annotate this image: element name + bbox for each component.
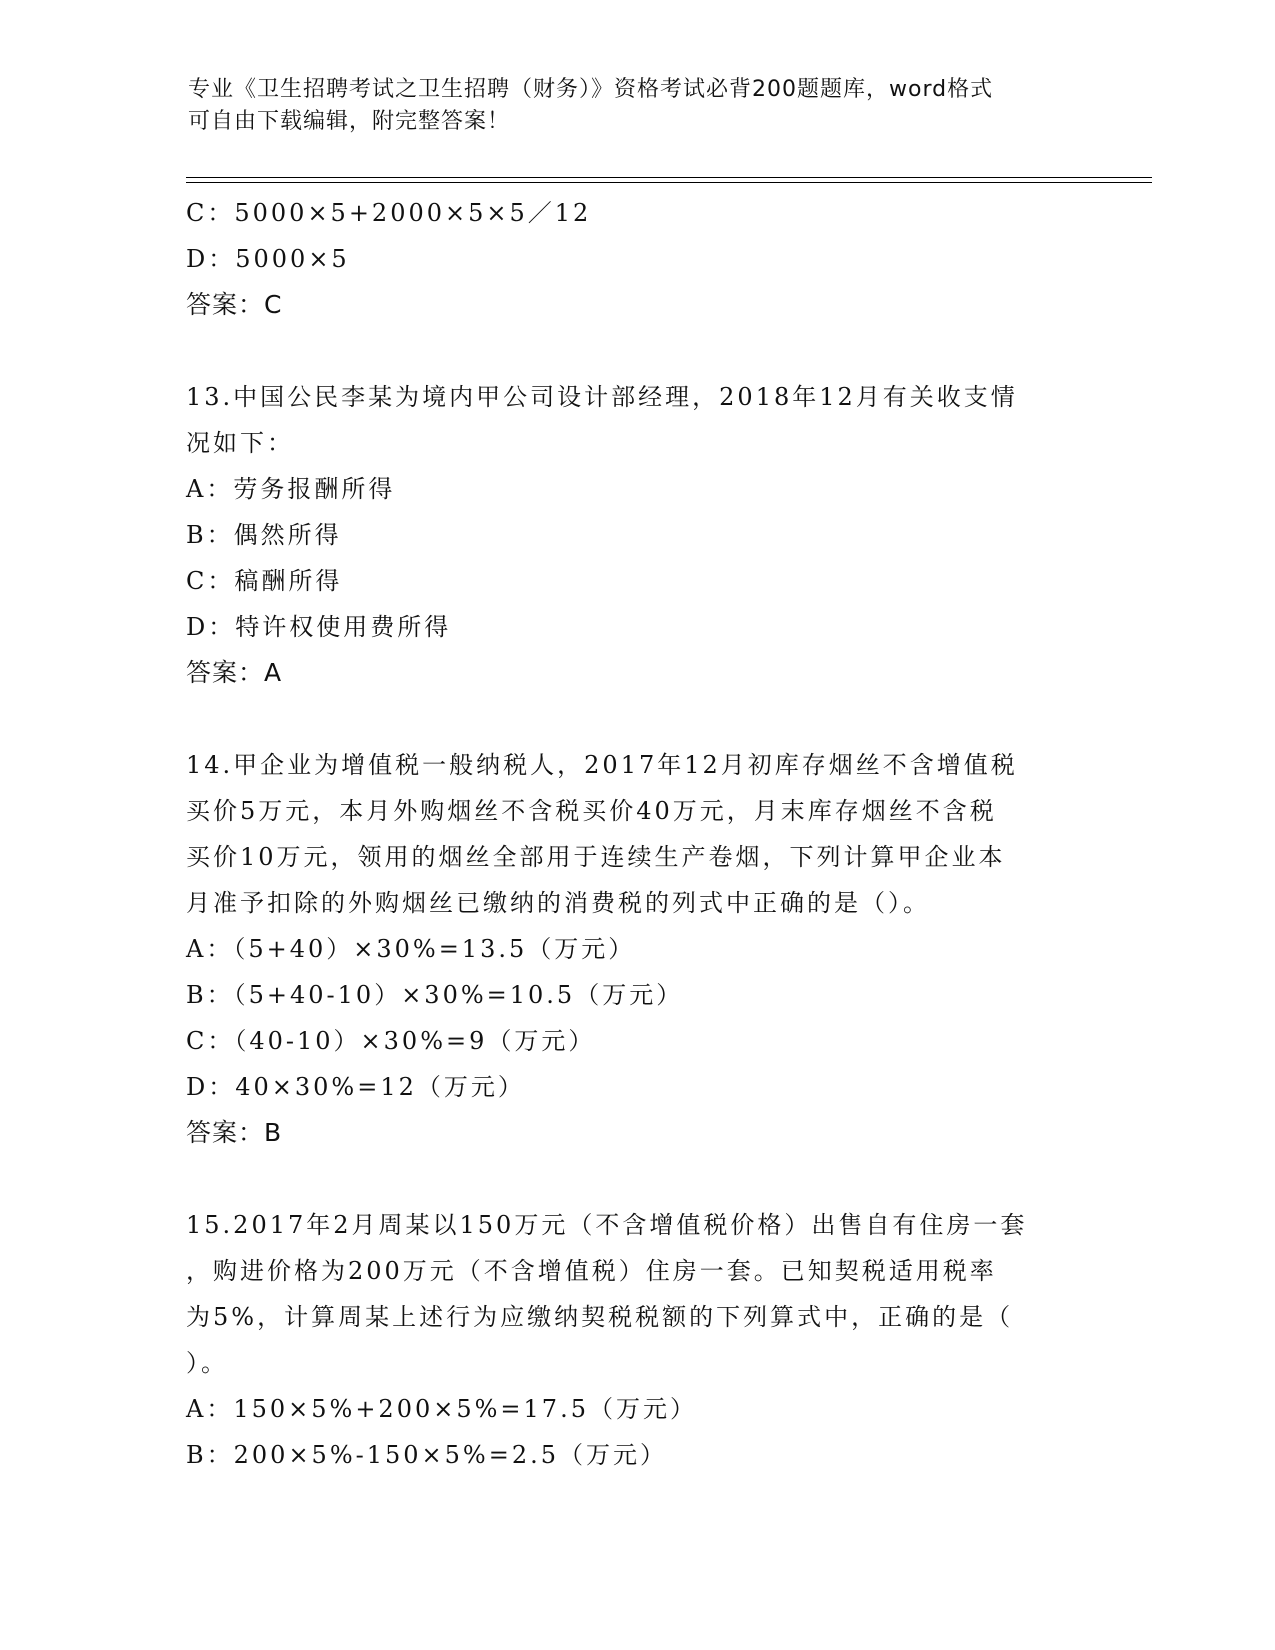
answer-line: 答案：C [186,290,283,319]
question-13 [186,374,1086,696]
document-header [188,74,1088,138]
answer-line: 答案：A [186,658,283,687]
question-text-line: 买价5万元，本月外购烟丝不含税买价40万元，月末库存烟丝不含税 [186,797,997,825]
question-text-line: 买价10万元，领用的烟丝全部用于连续生产卷烟，下列计算甲企业本 [186,843,1006,871]
option-a: A：150×5%+200×5%=17.5（万元） [186,1395,697,1423]
question-text-line: 14.甲企业为增值税一般纳税人，2017年12月初库存烟丝不含增值税 [186,751,1018,779]
option-c: C：（40-10）×30%=9（万元） [186,1027,596,1055]
question-text-line: ，购进价格为200万元（不含增值税）住房一套。已知契税适用税率 [186,1257,997,1285]
question-12-tail [186,190,1086,328]
option-d: D：特许权使用费所得 [186,613,452,641]
option-a: A：劳务报酬所得 [186,475,396,503]
question-15 [186,1202,1086,1478]
spacer [186,696,1086,742]
document-body [186,190,1086,1478]
answer-line: 答案：B [186,1118,283,1147]
spacer [186,1156,1086,1202]
question-text-line: 13.中国公民李某为境内甲公司设计部经理，2018年12月有关收支情 [186,383,1018,411]
question-text-line: ）。 [186,1349,228,1377]
option-c: C：稿酬所得 [186,567,343,595]
question-text-line: 为5%，计算周某上述行为应缴纳契税税额的下列算式中，正确的是（ [186,1303,1014,1331]
header-line-2: 可自由下载编辑，附完整答案！ [188,109,511,134]
header-divider-bottom [186,182,1152,183]
question-text-line: 况如下： [186,429,294,457]
option-d: D：5000×5 [186,245,350,273]
option-a: A：（5+40）×30%=13.5（万元） [186,935,636,963]
option-b: B：（5+40-10）×30%=10.5（万元） [186,981,684,1009]
option-b: B：200×5%-150×5%=2.5（万元） [186,1441,668,1469]
question-text-line: 月准予扣除的外购烟丝已缴纳的消费税的列式中正确的是（）。 [186,889,930,917]
question-text-line: 15.2017年2月周某以150万元（不含增值税价格）出售自有住房一套 [186,1211,1028,1239]
option-c: C：5000×5+2000×5×5／12 [186,199,592,227]
spacer [186,328,1086,374]
question-14 [186,742,1086,1156]
option-d: D：40×30%=12（万元） [186,1073,525,1101]
header-divider-top [186,177,1152,178]
header-line-1: 专业《卫生招聘考试之卫生招聘（财务）》资格考试必背200题题库，word格式 [188,77,994,102]
option-b: B：偶然所得 [186,521,342,549]
